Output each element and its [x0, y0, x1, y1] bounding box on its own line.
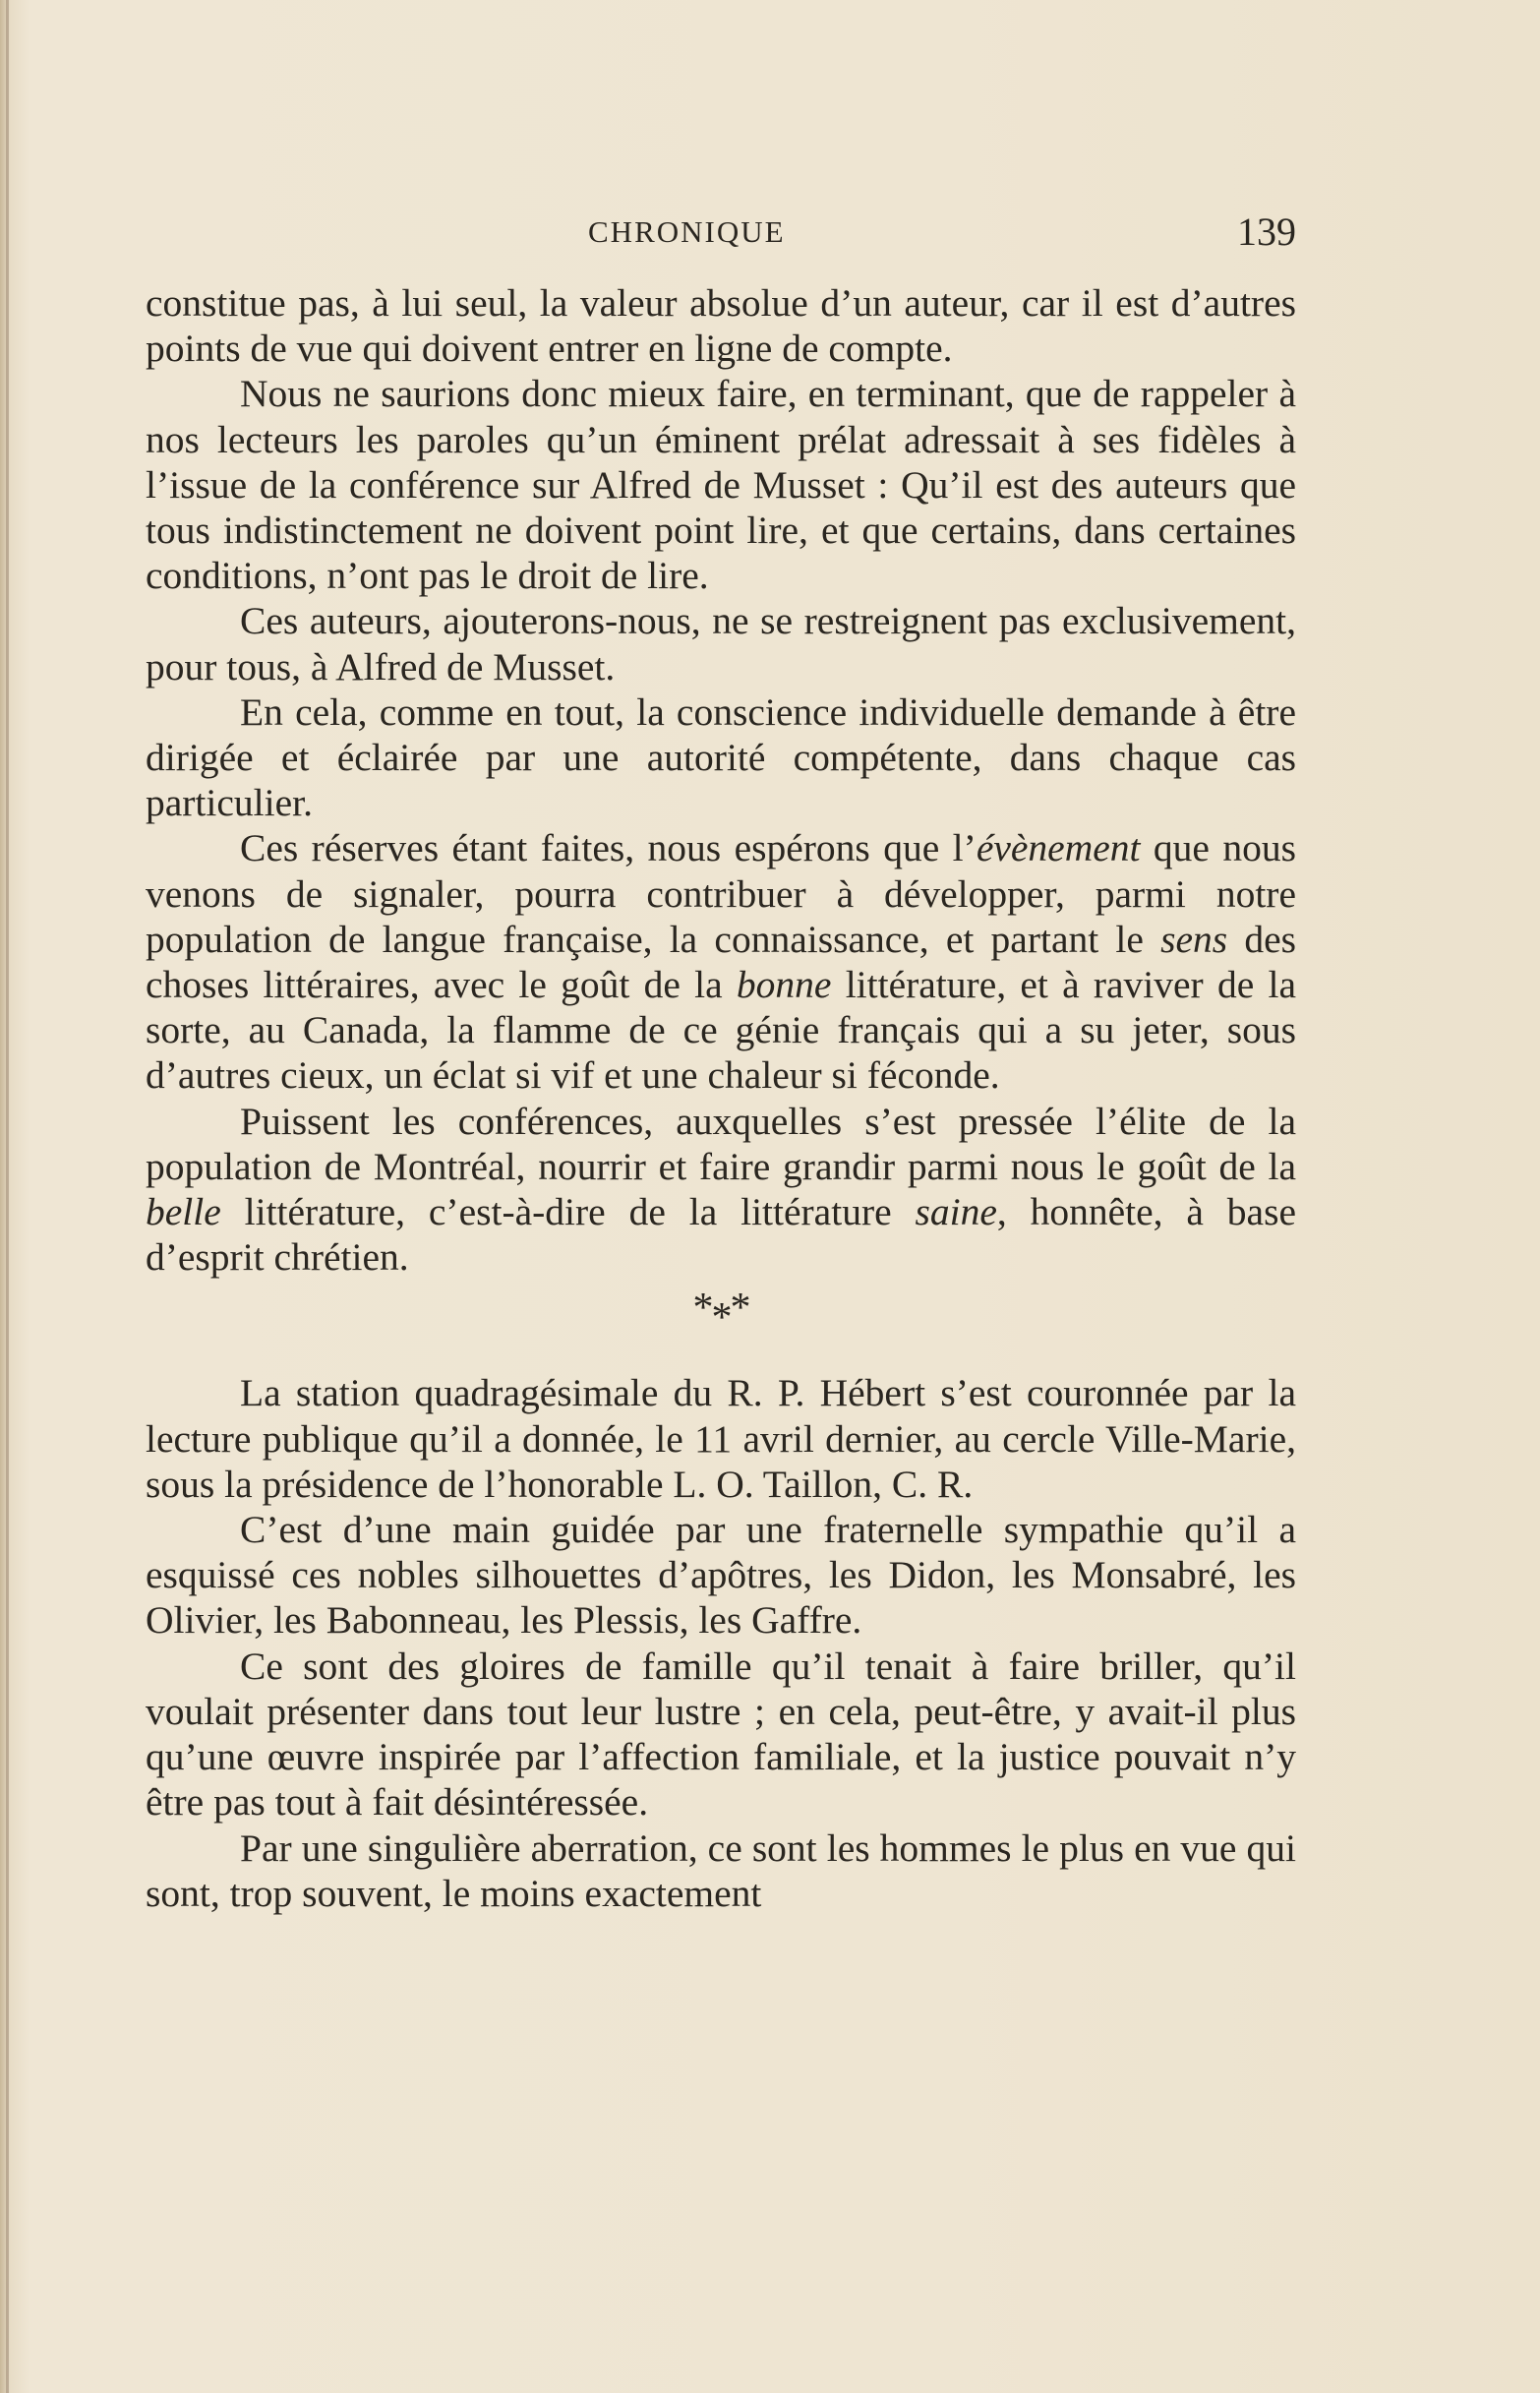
- asterisk: *: [711, 1295, 731, 1342]
- text-run: des choses littéraires, avec le goût de la: [146, 917, 1297, 1007]
- paragraph: constitue pas, à lui seul, la valeur absolue d’un auteur, car il est d’autres points de vue qui doivent entrer en ligne de compte.: [146, 281, 1296, 371]
- page-number: 139: [1237, 209, 1296, 254]
- italic-text: belle: [146, 1190, 221, 1234]
- text-run: littérature, et à raviver de la sorte, au Canada, la flamme de ce génie français qui a su jeter, sous d’autres cieux, un éclat si vif et une chaleur si féconde.: [146, 963, 1296, 1098]
- paragraph: C’est d’une main guidée par une fraternelle sympathie qu’il a esquissé ces nobles silhouettes d’apôtres, les Didon, les Monsabré, les Olivier, les Babonneau, les Plessis, les Gaffre.: [146, 1508, 1296, 1643]
- asterisk: *: [692, 1286, 712, 1332]
- paragraph: Nous ne saurions donc mieux faire, en terminant, que de rappeler à nos lecteurs les paroles qu’un éminent prélat adressait à ses fidèles à l’issue de la conférence sur Alfred de Musset : Qu’il est des auteurs que tous indistinctement ne doivent point lire, et que certains, dans certaines conditions, n’ont pas le droit de lire.: [146, 372, 1296, 598]
- italic-text: bonne: [736, 963, 832, 1007]
- paragraph: [146, 825, 1296, 1098]
- asterisk: *: [730, 1286, 749, 1332]
- running-title: CHRONIQUE: [588, 214, 786, 249]
- text-run: Puissent les conférences, auxquelles s’est pressée l’élite de la population de Montréal, nourrir et faire grandir parmi nous le goût de la: [146, 1099, 1296, 1188]
- paragraph: [146, 1099, 1296, 1281]
- body-text: [146, 280, 1296, 1916]
- section-separator: [146, 1280, 1296, 1370]
- italic-text: évènement: [976, 826, 1141, 870]
- text-run: , honnête, à base d’esprit chrétien.: [146, 1190, 1296, 1280]
- text-run: que nous venons de signaler, pourra contribuer à développer, parmi notre population de langue française, la connaissance, et partant le: [146, 826, 1296, 961]
- italic-text: saine: [915, 1190, 997, 1234]
- page-header: [146, 209, 1296, 258]
- paragraph: Ce sont des gloires de famille qu’il tenait à faire briller, qu’il voulait présenter dans tout leur lustre ; en cela, peut-être, y avait-il plus qu’une œuvre inspirée par l’affection familiale, et la justice pouvait n’y être pas tout à fait désintéressée.: [146, 1644, 1296, 1825]
- paragraph: Ces auteurs, ajouterons-nous, ne se restreignent pas exclusivement, pour tous, à Alfred de Musset.: [146, 599, 1296, 688]
- paragraph: La station quadragésimale du R. P. Hébert s’est couronnée par la lecture publique qu’il a donnée, le 11 avril dernier, au cercle Ville-Marie, sous la présidence de l’honorable L. O. Taillon, C. R.: [146, 1371, 1296, 1506]
- paragraph: En cela, comme en tout, la conscience individuelle demande à être dirigée et éclairée par une autorité compétente, dans chaque cas particulier.: [146, 689, 1296, 825]
- text-run: Ces réserves étant faites, nous espérons que l’: [240, 826, 977, 870]
- italic-text: sens: [1160, 917, 1228, 961]
- paragraph: Par une singulière aberration, ce sont les hommes le plus en vue qui sont, trop souvent, le moins exactement: [146, 1825, 1296, 1915]
- text-run: littérature, c’est-à-dire de la littérature: [220, 1190, 916, 1234]
- page-spine-edge: [6, 0, 9, 2393]
